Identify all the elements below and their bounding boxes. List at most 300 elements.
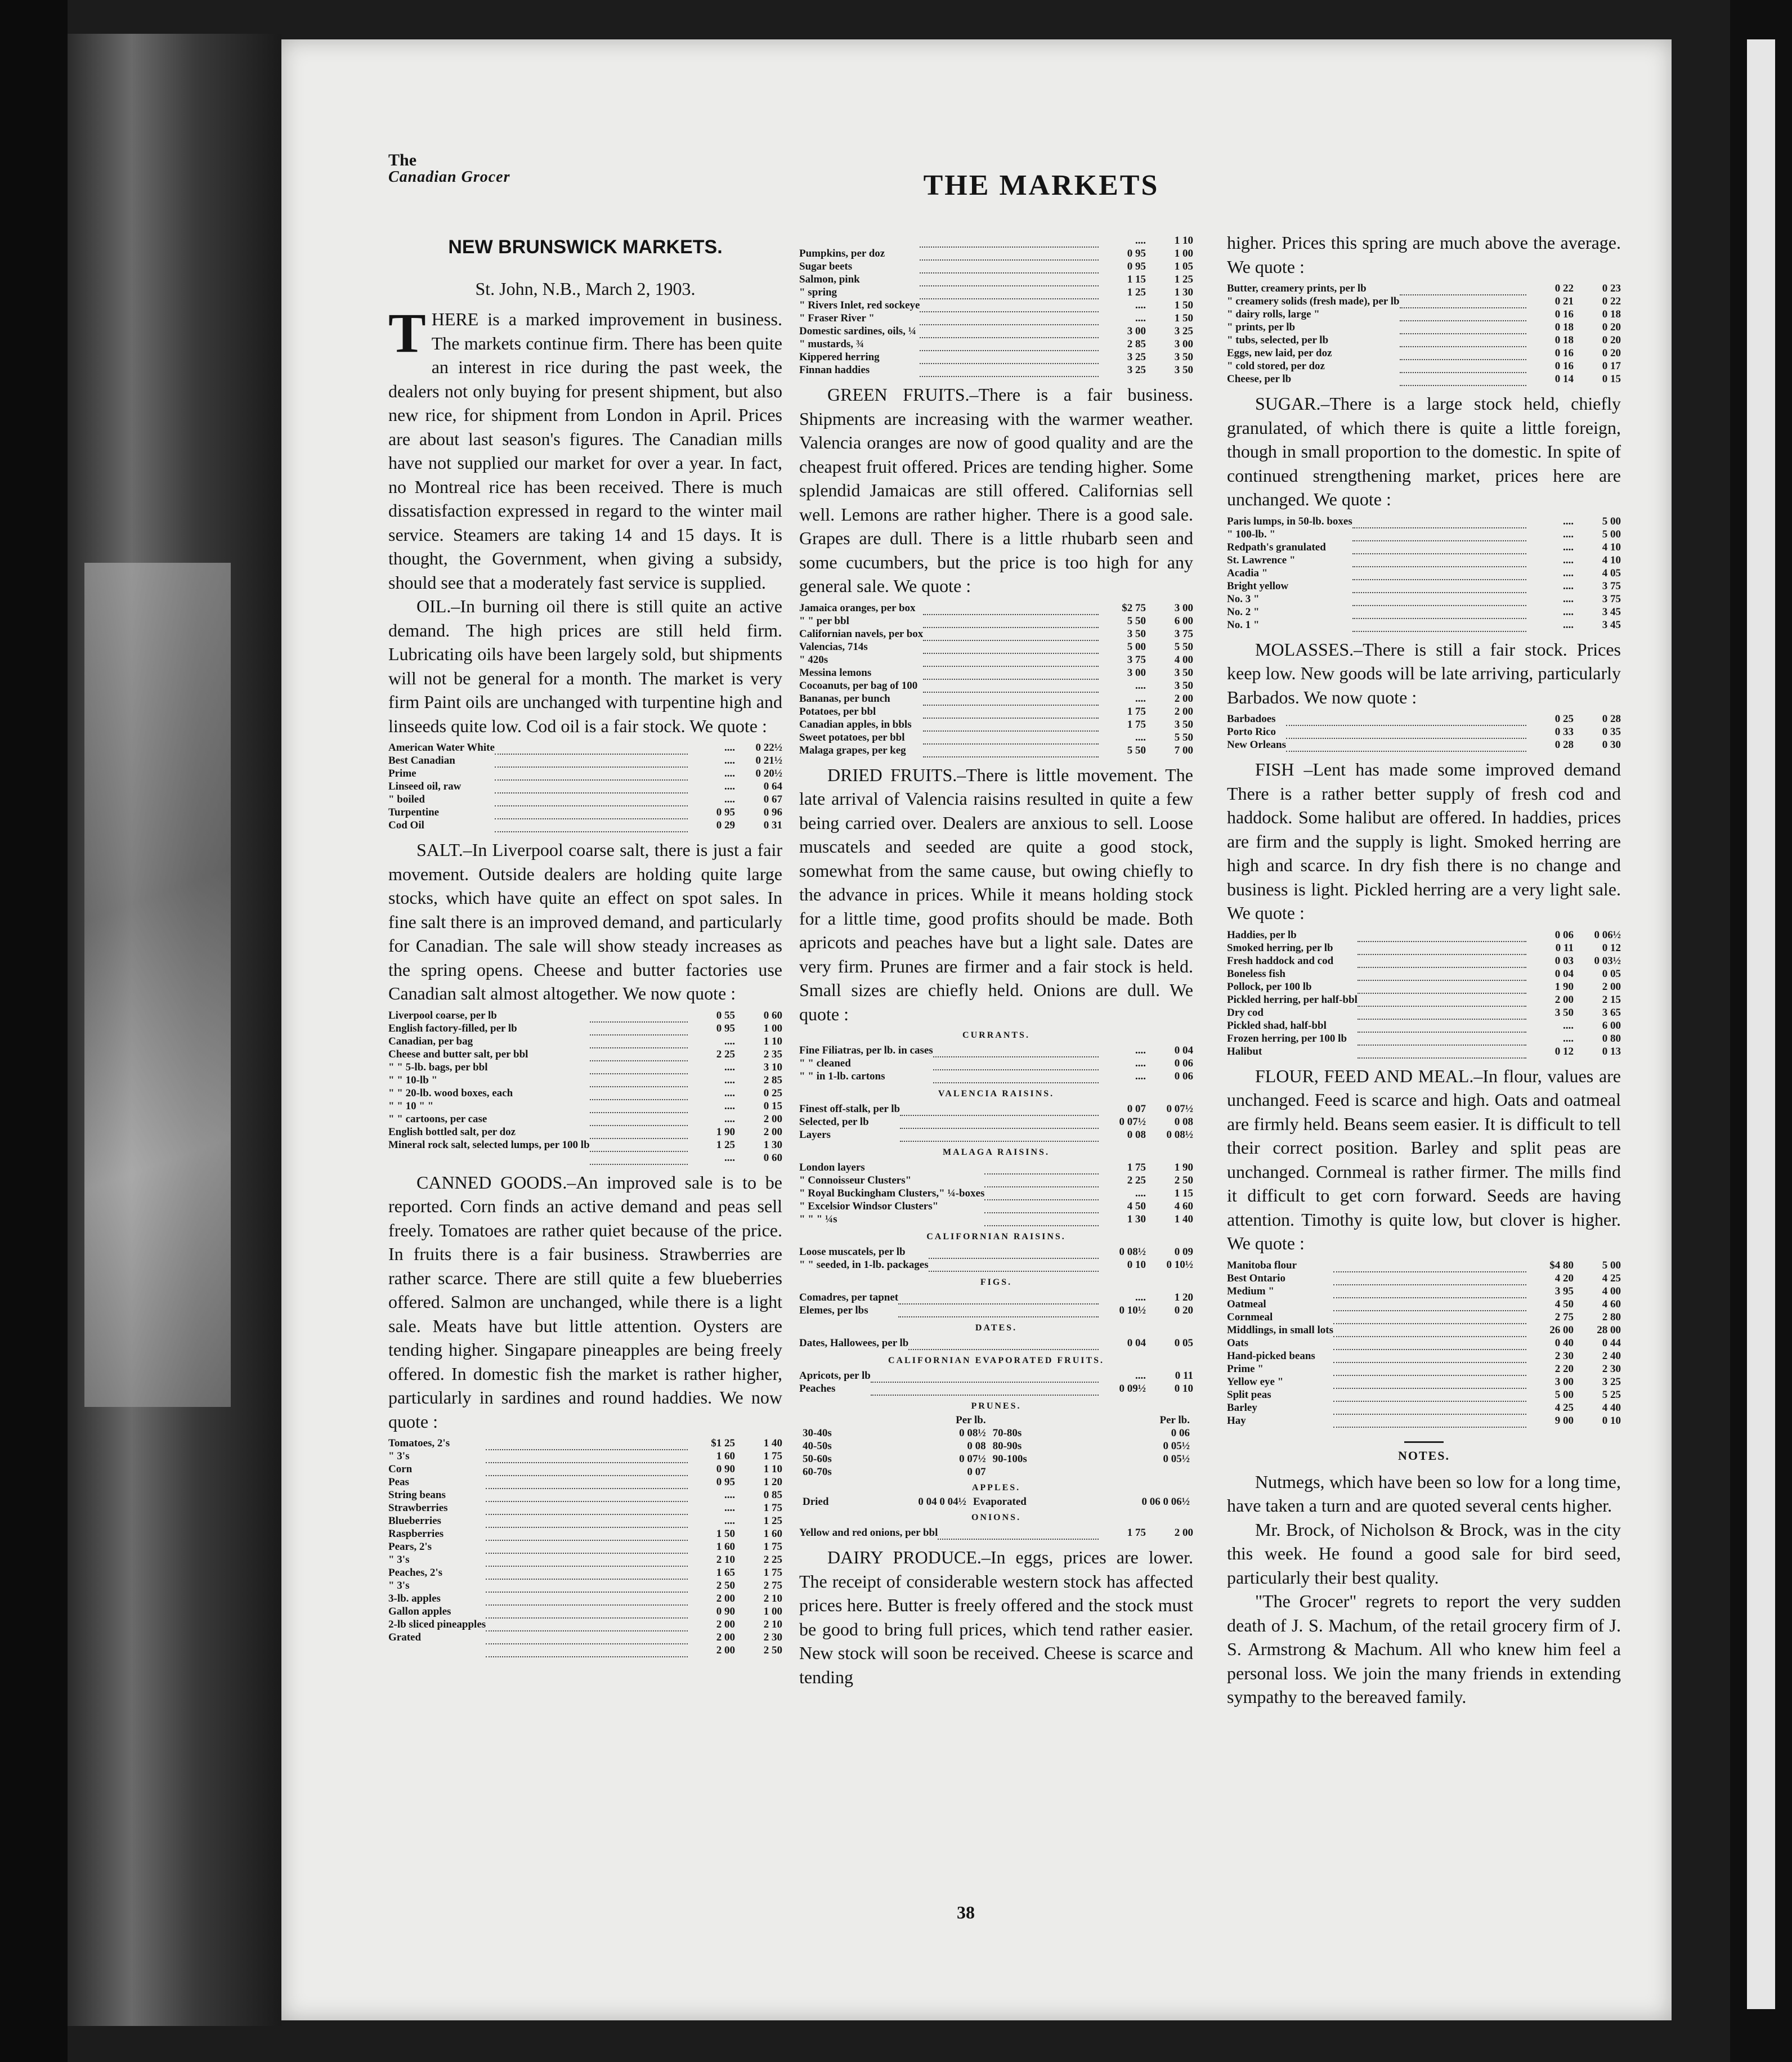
price-high: 3 50 — [1174, 718, 1193, 730]
quote-row — [799, 338, 1193, 351]
quote-row — [1227, 528, 1621, 541]
price-high: 4 60 — [1174, 1200, 1193, 1212]
item-name: Sweet potatoes, per bbl — [799, 731, 905, 743]
onions-table — [799, 1526, 1193, 1540]
item-name: Acadia " — [1227, 567, 1268, 579]
evaporated-price: 0 06 0 06½ — [1141, 1496, 1190, 1508]
price-high: 0 10½ — [1166, 1259, 1193, 1271]
quote-row — [799, 1044, 1193, 1057]
price-high: 4 05 — [1602, 567, 1621, 579]
quote-row — [799, 731, 1193, 744]
leader-dots — [1352, 593, 1526, 606]
item-name: Finest off-stalk, per lb — [799, 1103, 901, 1115]
leader-dots — [1400, 295, 1526, 308]
item-name: Canadian apples, in bbls — [799, 718, 912, 730]
item-name: Pickled herring, per half-bbl — [1227, 993, 1358, 1006]
leader-dots — [1358, 929, 1526, 942]
item-name: Peaches — [799, 1383, 836, 1395]
item-name: 2-lb sliced pineapples — [388, 1619, 486, 1630]
price-high: 3 50 — [1174, 666, 1193, 679]
item-name: Smoked herring, per lb — [1227, 942, 1333, 954]
price-low: 1 90 — [716, 1126, 735, 1138]
quote-row — [388, 1463, 782, 1476]
quote-row — [799, 1291, 1193, 1304]
price-high: 0 08½ — [1166, 1129, 1193, 1141]
green-fruits-paragraph: GREEN FRUITS.–There is a fair business. Shipments are increasing with the warmer weather. Valencia oranges are now of good quality and are the cheapest fruit offered. Prices are tending higher. Some splendid Jamaicas are still offered. Californias sell well. Lemons are rather higher. There is a good sale. Grapes are dull. There is a little rhubarb seen and some cucumbers, but the price is too high for any general sale. We quote : — [799, 384, 1193, 596]
price-high: 0 44 — [1602, 1337, 1621, 1349]
item-name: " " 10 " " — [388, 1100, 434, 1112]
item-name: Pumpkins, per doz — [799, 248, 885, 259]
drop-cap: T — [388, 302, 426, 364]
quote-row — [1227, 1401, 1621, 1414]
quote-row — [799, 718, 1193, 731]
leader-dots — [984, 1161, 1099, 1174]
leader-dots — [486, 1540, 688, 1553]
notes-heading: NOTES. — [1397, 1448, 1450, 1463]
price-high: 3 50 — [1174, 679, 1193, 692]
leader-dots — [486, 1489, 688, 1501]
price-low: 2 10 — [716, 1554, 735, 1566]
quote-row — [799, 1245, 1193, 1258]
price-high: 0 30 — [1602, 739, 1621, 751]
price-low: 4 20 — [1554, 1272, 1574, 1284]
leader-dots — [1352, 618, 1526, 631]
leader-dots — [1333, 1388, 1526, 1401]
price-low: 1 15 — [1127, 274, 1146, 285]
price-low: 2 00 — [716, 1593, 735, 1604]
item-name: " cold stored, per doz — [1227, 360, 1325, 372]
price-low: 1 60 — [716, 1541, 735, 1553]
leader-dots — [871, 1369, 1099, 1382]
price-low: 26 00 — [1549, 1324, 1574, 1336]
item-name: Pears, 2's — [388, 1541, 432, 1553]
item-name: Best Canadian — [388, 755, 455, 766]
price-low: 4 25 — [1554, 1401, 1574, 1414]
item-name: " spring — [799, 286, 837, 298]
leader-dots — [486, 1514, 688, 1527]
torn-page-edge — [84, 563, 231, 1407]
leader-dots — [590, 1048, 688, 1061]
price-high: 1 90 — [1174, 1162, 1193, 1173]
price-high: 4 25 — [1602, 1272, 1621, 1284]
price-high: 0 20 — [1602, 334, 1621, 346]
item-name: " mustards, ¾ — [799, 338, 864, 350]
item-name: Elemes, per lbs — [799, 1305, 868, 1316]
leader-dots — [929, 1245, 1099, 1258]
price-high: 2 15 — [1602, 993, 1621, 1006]
item-name: Manitoba flour — [1227, 1259, 1297, 1271]
item-name: Split peas — [1227, 1388, 1271, 1401]
quote-row — [799, 234, 1193, 247]
fish-paragraph: FISH –Lent has made some improved demand There is a rather better supply of fresh cod and haddock. Some halibut are offered. In haddies, prices are firm and the supply is light. Smoked herring are high and scarce. In dry fish there is no change and business is light. Pickled herring are a very light sale. We quote : — [1227, 759, 1621, 923]
price-high: 0 12 — [1602, 942, 1621, 954]
price-high: 1 60 — [763, 1528, 782, 1540]
quote-row — [1227, 373, 1621, 385]
leader-dots — [1286, 725, 1526, 738]
price-low: 0 08 — [1127, 1129, 1146, 1141]
item-name: Layers — [799, 1129, 831, 1141]
leader-dots — [1333, 1337, 1526, 1350]
leader-dots — [923, 666, 1099, 679]
leader-dots — [1358, 942, 1526, 954]
oil-quote-table — [388, 741, 782, 832]
quote-row — [388, 1605, 782, 1618]
quote-row — [799, 1213, 1193, 1226]
leader-dots — [1352, 606, 1526, 618]
quote-row — [1227, 1324, 1621, 1337]
price-low: 0 95 — [716, 1476, 735, 1488]
dairy-continued-paragraph: higher. Prices this spring are much above the average. We quote : — [1227, 232, 1621, 277]
quote-row — [1227, 541, 1621, 554]
leader-dots — [590, 1151, 688, 1164]
price-low: .... — [724, 794, 735, 805]
price-low: .... — [1563, 593, 1574, 605]
per-lb-label: Per lb. — [1159, 1414, 1190, 1426]
leader-dots — [486, 1501, 688, 1514]
quote-row — [799, 1200, 1193, 1213]
item-name: " Fraser River " — [799, 312, 875, 324]
leader-dots — [1333, 1401, 1526, 1414]
price-low: .... — [724, 742, 735, 754]
evaporated-label: Evaporated — [973, 1496, 1027, 1508]
quote-row — [388, 1437, 782, 1450]
prune-size: 30-40s — [803, 1427, 832, 1439]
leader-dots — [495, 806, 688, 819]
item-name: Mineral rock salt, selected lumps, per 100 lb — [388, 1138, 590, 1151]
leader-dots — [1358, 1045, 1526, 1058]
figs-table — [799, 1291, 1193, 1317]
item-name: Turpentine — [388, 806, 440, 818]
price-high: 1 75 — [763, 1450, 782, 1462]
price-low: $1 25 — [711, 1437, 735, 1449]
item-name: " " cartoons, per case — [388, 1113, 487, 1125]
leader-dots — [1358, 1019, 1526, 1032]
price-low: .... — [1135, 731, 1146, 743]
price-low: 0 09½ — [1119, 1383, 1146, 1395]
quote-row — [388, 1553, 782, 1566]
prune-price: 0 08½ — [959, 1427, 986, 1439]
item-name: Barley — [1227, 1401, 1257, 1414]
price-high: 1 40 — [763, 1437, 782, 1449]
quote-row — [799, 1128, 1193, 1141]
price-high: 4 40 — [1602, 1401, 1621, 1414]
leader-dots — [1400, 321, 1526, 334]
leader-dots — [590, 1100, 688, 1113]
apples-row — [799, 1495, 1193, 1508]
quote-row — [388, 1579, 782, 1592]
leader-dots — [486, 1605, 688, 1618]
leader-dots — [871, 1382, 1099, 1395]
prunes-table — [799, 1414, 1193, 1478]
prune-price: 0 08 — [967, 1440, 986, 1452]
price-high: 0 80 — [1602, 1032, 1621, 1045]
item-name: No. 1 " — [1227, 618, 1260, 631]
leader-dots — [495, 741, 688, 754]
price-high: 2 30 — [763, 1631, 782, 1643]
item-name: St. Lawrence " — [1227, 554, 1296, 566]
price-high: 0 11 — [1175, 1370, 1193, 1382]
item-name: Californian navels, per box — [799, 627, 924, 640]
currants-table — [799, 1044, 1193, 1083]
leader-dots — [590, 1009, 688, 1022]
price-low: 0 33 — [1554, 726, 1574, 738]
item-name: " " cleaned — [799, 1057, 851, 1069]
leader-dots — [590, 1138, 688, 1151]
leader-dots — [1333, 1311, 1526, 1324]
item-name: New Orleans — [1227, 739, 1287, 751]
flour-paragraph: FLOUR, FEED AND MEAL.–In flour, values are unchanged. Feed is scarce and high. Oats and oatmeal are firmly held. Beans seem easier. It is difficult to tell their correct position. Barley and split peas are unchanged. Cornmeal is rather firmer. The mills find it difficult to get corn forward. Seeds are having attention. Timothy is quite low, but clover is higher. We quote : — [1227, 1065, 1621, 1253]
item-name: " 420s — [799, 653, 828, 666]
dried-price: 0 04 0 04½ — [918, 1496, 966, 1508]
price-low: 0 16 — [1554, 360, 1574, 372]
leader-dots — [590, 1126, 688, 1138]
item-name — [388, 1151, 590, 1164]
quote-row — [388, 1501, 782, 1514]
leader-dots — [923, 744, 1099, 757]
leader-dots — [1333, 1272, 1526, 1285]
price-high: 1 20 — [1174, 1292, 1193, 1303]
item-name: " " in 1-lb. cartons — [799, 1070, 885, 1082]
price-low: 0 25 — [1554, 713, 1574, 725]
price-high: 5 50 — [1174, 640, 1193, 653]
quote-row — [799, 312, 1193, 325]
item-name: Bananas, per bunch — [799, 692, 890, 705]
item-name: Fresh haddock and cod — [1227, 954, 1334, 967]
price-low: 2 75 — [1554, 1311, 1574, 1323]
leader-dots — [590, 1074, 688, 1087]
malaga-subhead: MALAGA RAISINS. — [943, 1147, 1050, 1157]
leader-dots — [1333, 1414, 1526, 1427]
price-high: 0 17 — [1602, 360, 1621, 372]
price-low: 5 00 — [1127, 640, 1146, 653]
price-high: 0 06 — [1174, 1070, 1193, 1082]
item-name: No. 2 " — [1227, 606, 1260, 618]
quote-row — [799, 653, 1193, 666]
leader-dots — [984, 1213, 1099, 1226]
price-low: 2 85 — [1127, 338, 1146, 350]
price-high: 0 06 — [1174, 1057, 1193, 1069]
price-high: 5 00 — [1602, 515, 1621, 527]
quote-row — [388, 1566, 782, 1579]
price-low: .... — [1135, 1057, 1146, 1069]
price-low: .... — [1135, 1292, 1146, 1303]
leader-dots — [590, 1022, 688, 1035]
price-high: 0 96 — [763, 806, 782, 818]
prunes-per-row — [799, 1414, 1193, 1427]
price-high: 3 45 — [1602, 606, 1621, 618]
quote-row — [1227, 1337, 1621, 1350]
price-high: 7 00 — [1174, 744, 1193, 756]
price-high: 5 50 — [1174, 731, 1193, 743]
leader-dots — [923, 602, 1099, 615]
prune-size: 80-90s — [992, 1440, 1022, 1452]
price-low: .... — [1135, 299, 1146, 311]
price-high: 1 20 — [763, 1476, 782, 1488]
evaporated-subhead: CALIFORNIAN EVAPORATED FRUITS. — [888, 1356, 1105, 1365]
price-high: 1 30 — [1174, 286, 1193, 298]
item-name: Liverpool coarse, per lb — [388, 1009, 497, 1021]
quote-row — [799, 692, 1193, 705]
price-high: 0 22½ — [755, 742, 782, 754]
article-headline: NEW BRUNSWICK MARKETS. — [448, 236, 723, 258]
leader-dots — [920, 260, 1099, 273]
leader-dots — [908, 1337, 1099, 1350]
price-low: 1 90 — [1554, 980, 1574, 993]
quote-row — [388, 1100, 782, 1113]
leader-dots — [920, 338, 1099, 351]
column-3 — [1227, 231, 1621, 1709]
leader-dots — [1358, 993, 1526, 1006]
leader-dots — [486, 1566, 688, 1579]
prune-size: 70-80s — [992, 1427, 1022, 1439]
note-paragraph: "The Grocer" regrets to report the very sudden death of J. S. Machum, of the retail grocery firm of J. S. Armstrong & Machum. All who knew him feel a personal loss. We join the many friends in extending sympathy to the bereaved family. — [1227, 1591, 1621, 1707]
oil-paragraph: OIL.–In burning oil there is still quite an active demand. The high prices are still held firm. Lubricating oils have been largely sold, but shipments will not be general for a month. The market is very firm Paint oils are unchanged with turpentine high and linseeds quite low. Cod oil is a fair stock. We quote : — [388, 596, 782, 736]
price-low: 0 90 — [716, 1606, 735, 1617]
canned-goods-paragraph: CANNED GOODS.–An improved sale is to be reported. Corn finds an active demand and peas sell freely. Tomatoes are rather quiet because of the price. In fruits there is a fair business. Strawberries are rather scarce. There are still quite a few blueberries offered. Salmon are unchanged, while there is a light sale. Meats have but little attention. Oysters are tending higher. Singapare pineapples are being freely offered. In domestic fish the market is rather higher, particularly in sardines and round haddies. We now quote : — [388, 1172, 782, 1432]
price-low: 0 04 — [1127, 1337, 1146, 1349]
price-low: 0 95 — [1127, 248, 1146, 259]
price-low: 3 75 — [1127, 653, 1146, 666]
leader-dots — [1358, 1006, 1526, 1019]
item-name: " dairy rolls, large " — [1227, 308, 1320, 320]
item-name: Bright yellow — [1227, 580, 1289, 592]
price-high: 0 85 — [763, 1489, 782, 1501]
price-high: 1 40 — [1174, 1213, 1193, 1225]
price-high: 4 00 — [1174, 653, 1193, 666]
price-high: 3 65 — [1602, 1006, 1621, 1019]
leader-dots — [590, 1087, 688, 1100]
price-low: 1 60 — [716, 1450, 735, 1462]
price-low: 2 25 — [1127, 1175, 1146, 1186]
quote-row — [388, 1022, 782, 1035]
leader-dots — [495, 793, 688, 806]
leader-dots — [923, 615, 1099, 627]
prune-price: 0 07½ — [959, 1453, 986, 1465]
price-low: 0 95 — [716, 1022, 735, 1034]
leader-dots — [933, 1057, 1099, 1070]
quote-row — [388, 1126, 782, 1138]
item-name: " Royal Buckingham Clusters," ¼-boxes — [799, 1187, 985, 1199]
price-low: 0 95 — [716, 806, 735, 818]
price-low: .... — [1563, 580, 1574, 592]
item-name: Cornmeal — [1227, 1311, 1273, 1323]
quote-row — [388, 780, 782, 793]
price-low: 3 00 — [1127, 666, 1146, 679]
column-1 — [388, 236, 782, 1663]
quote-row — [1227, 321, 1621, 334]
price-low: .... — [1563, 528, 1574, 540]
price-high: 0 64 — [763, 781, 782, 792]
prunes-subhead: PRUNES. — [971, 1401, 1022, 1411]
price-low: .... — [1135, 312, 1146, 324]
price-high: 2 00 — [763, 1126, 782, 1138]
quote-row — [799, 640, 1193, 653]
leader-dots — [923, 679, 1099, 692]
masthead-the: The — [388, 151, 417, 169]
item-name: Dates, Hallowees, per lb — [799, 1337, 909, 1349]
leader-dots — [923, 718, 1099, 731]
quote-row — [388, 767, 782, 780]
price-high: 0 23 — [1602, 283, 1621, 294]
price-low: 1 75 — [1127, 1162, 1146, 1173]
price-low: 3 50 — [1127, 627, 1146, 640]
quote-row — [1227, 606, 1621, 618]
quote-row — [1227, 1045, 1621, 1058]
price-low: 1 50 — [716, 1528, 735, 1540]
price-low: 0 04 — [1554, 967, 1574, 980]
leader-dots — [486, 1463, 688, 1476]
item-name: English bottled salt, per doz — [388, 1126, 516, 1138]
price-high: 0 21½ — [755, 755, 782, 766]
price-low: 5 50 — [1127, 744, 1146, 756]
price-high: 3 25 — [1602, 1375, 1621, 1388]
quote-row — [799, 1102, 1193, 1115]
item-name: Domestic sardines, oils, ¼ — [799, 325, 916, 337]
item-name: Messina lemons — [799, 666, 872, 679]
leader-dots — [984, 1187, 1099, 1200]
price-high: 1 10 — [1174, 235, 1193, 246]
price-low: 0 40 — [1554, 1337, 1574, 1349]
quote-row — [799, 260, 1193, 273]
item-name: Salmon, pink — [799, 274, 860, 285]
item-name: " " per bbl — [799, 615, 849, 627]
green-fruits-quote-table — [799, 602, 1193, 757]
leader-dots — [486, 1476, 688, 1489]
item-name: Kippered herring — [799, 351, 880, 363]
leader-dots — [1400, 282, 1526, 295]
price-high: 0 67 — [763, 794, 782, 805]
salt-quote-table — [388, 1009, 782, 1165]
leader-dots — [933, 1044, 1099, 1057]
price-low: .... — [1563, 567, 1574, 579]
item-name: Tomatoes, 2's — [388, 1437, 450, 1449]
leader-dots — [984, 1174, 1099, 1187]
apples-table — [799, 1495, 1193, 1508]
quote-row — [1227, 1311, 1621, 1324]
item-name: Finnan haddies — [799, 364, 870, 376]
price-high: 0 15 — [1602, 373, 1621, 385]
price-low: .... — [724, 1151, 735, 1164]
item-name: Middlings, in small lots — [1227, 1324, 1333, 1336]
quote-row — [388, 1592, 782, 1605]
price-high: 2 30 — [1602, 1362, 1621, 1375]
quote-row — [388, 1476, 782, 1489]
price-low: 0 10 — [1127, 1259, 1146, 1271]
price-high: 0 20 — [1174, 1305, 1193, 1316]
prune-price: 0 06 — [1171, 1427, 1190, 1439]
price-low: 0 03 — [1554, 954, 1574, 967]
price-low: 3 25 — [1127, 364, 1146, 376]
quote-row — [1227, 1272, 1621, 1285]
price-low: .... — [724, 1502, 735, 1514]
quote-row — [799, 666, 1193, 679]
leader-dots — [1333, 1285, 1526, 1298]
price-high: 2 50 — [1174, 1175, 1193, 1186]
intro-text: HERE is a marked improvement in business. The markets continue firm. There has been quite an interest in rice during the past week, the dealers not only buying for present shipment, but also new rice, for shipment from London in April. Prices are about last season's figures. The Canadian mills have not supplied our market for over a year. In fact, no Montreal rice has been received. There is much dissatisfaction expressed in regard to the winter mail service. Steamers are taking 14 and 15 days. It is thought, the Government, when giving a subsidy, should see that a moderately fast service is supplied. — [388, 309, 782, 593]
price-high: 0 60 — [763, 1009, 782, 1021]
quote-row — [799, 1174, 1193, 1187]
price-low: 0 16 — [1554, 308, 1574, 320]
price-low: 0 21 — [1554, 295, 1574, 307]
item-name: Strawberries — [388, 1502, 448, 1514]
item-name: Valencias, 714s — [799, 640, 868, 653]
item-name: String beans — [388, 1489, 446, 1501]
prune-price — [1097, 1465, 1193, 1478]
leader-dots — [1352, 567, 1526, 580]
price-low: 0 18 — [1554, 321, 1574, 333]
price-high: 0 05 — [1174, 1337, 1193, 1349]
item-name: Apricots, per lb — [799, 1370, 871, 1382]
